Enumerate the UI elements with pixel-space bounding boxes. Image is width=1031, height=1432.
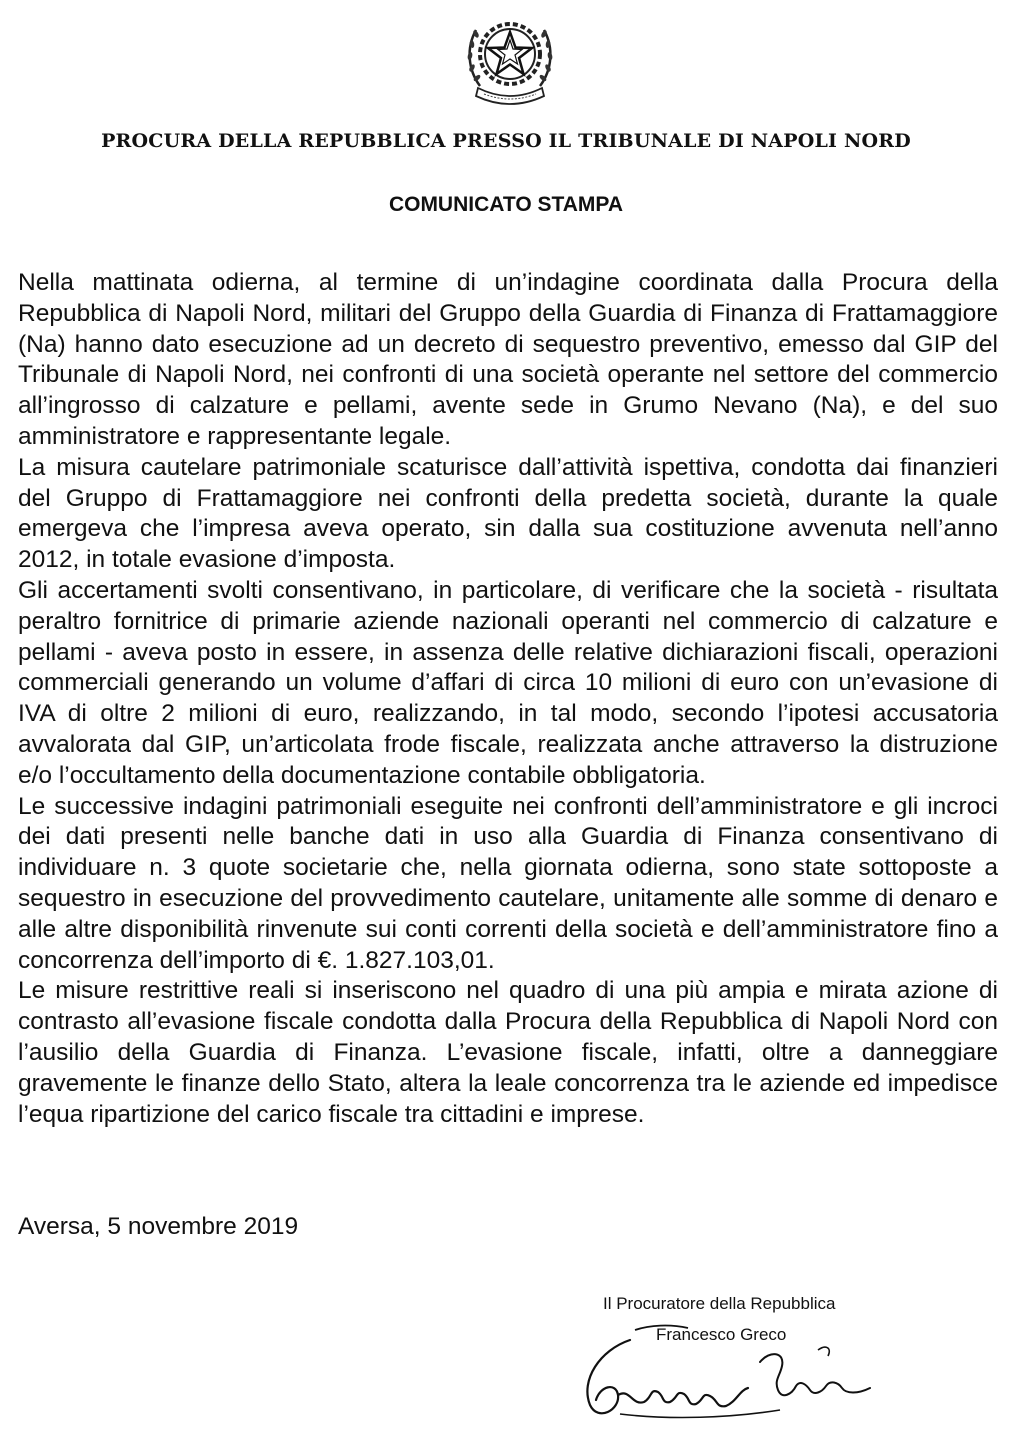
office-heading: PROCURA DELLA REPUBBLICA PRESSO IL TRIBUNALE DI NAPOLI NORD — [101, 130, 911, 152]
signer-role: Il Procuratore della Repubblica — [603, 1294, 836, 1313]
body-paragraph: La misura cautelare patrimoniale scaturisce dall’attività ispettiva, condotta dai finanzieri del Gruppo di Frattamaggiore nei confronti della predetta società, durante la quale emergeva che l’impresa aveva operato, sin dalla sua costituzione avvenuta nell’anno 2012, in totale evasione d’imposta. — [18, 453, 998, 574]
signer-name: Francesco Greco — [656, 1325, 787, 1344]
document-type-title: COMUNICATO STAMPA — [388, 193, 624, 216]
signature-block — [560, 1290, 890, 1430]
body-paragraph: Le successive indagini patrimoniali eseguite nei confronti dell’amministratore e gli incroci dei dati presenti nelle banche dati in uso alla Guardia di Finanza consentivano di individuare n. 3 quote societarie che, nella giornata odierna, sono state sottoposte a sequestro in esecuzione del provvedimento cautelare, unitamente alle somme di denaro e alle altre disponibilità rinvenute sui conti correnti della società e dell’amministratore fino a concorrenza dell’importo di €. 1.827.103,01. — [18, 792, 998, 974]
body-paragraph: Nella mattinata odierna, al termine di un’indagine coordinata dalla Procura della Repubblica di Napoli Nord, militari del Gruppo della Guardia di Finanza di Frattamaggiore (Na) hanno dato esecuzione ad un decreto di sequestro preventivo, emesso dal GIP del Tribunale di Napoli Nord, nei confronti di una società operante nel settore del commercio all’ingrosso di calzature e pellami, avente sede in Grumo Nevano (Na), e del suo amministratore e rappresentante legale. — [18, 269, 998, 450]
italian-republic-emblem-icon — [460, 8, 560, 106]
body-paragraph: Le misure restrittive reali si inseriscono nel quadro di una più ampia e mirata azione di contrasto all’evasione fiscale condotta dalla Procura della Repubblica di Napoli Nord con l’ausilio della Guardia di Finanza. L’evasione fiscale, infatti, oltre a danneggiare gravemente le finanze dello Stato, altera la leale concorrenza tra le aziende ed impedisce l’equa ripartizione del carico fiscale tra cittadini e imprese. — [18, 977, 998, 1128]
press-release-body — [18, 268, 998, 1130]
place-date: Aversa, 5 novembre 2019 — [18, 1213, 299, 1240]
body-paragraph: Gli accertamenti svolti consentivano, in particolare, di verificare che la società - risultata peraltro fornitrice di primarie aziende nazionali operanti nel commercio di calzature e pellami - aveva posto in essere, in assenza delle relative dichiarazioni fiscali, operazioni commerciali generando un volume d’affari di circa 10 milioni di euro con un’evasione di IVA di oltre 2 milioni di euro, realizzando, in tal modo, secondo l’ipotesi accusatoria avvalorata dal GIP, un’articolata frode fiscale, realizzata anche attraverso la distruzione e/o l’occultamento della documentazione contabile obbligatoria. — [18, 576, 998, 789]
handwritten-signature-icon — [560, 1310, 890, 1430]
